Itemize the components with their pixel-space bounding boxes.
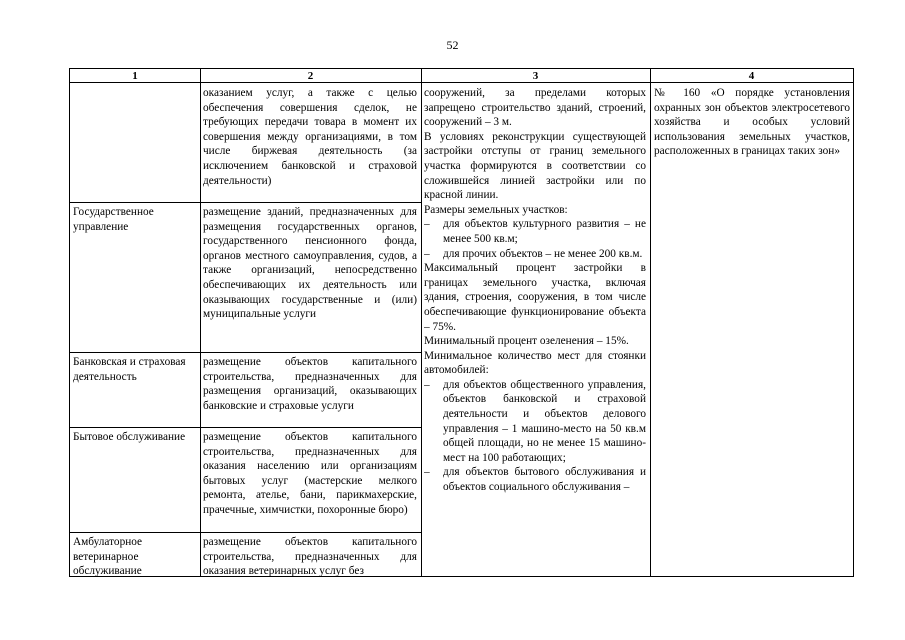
header-col-3: 3: [421, 69, 650, 83]
activity-description-continued: оказанием услуг, а также с целью обеспечения совершения сделок, не требующих передачи товара в момент их совершения между организациями, в том числе биржевая деятельность (за исключением банковской и страховой деятельности): [203, 87, 417, 187]
column-divider: [200, 69, 201, 576]
setback-text: сооружений, за пределами которых запрещено строительство зданий, строений, сооружений – 3 м.: [424, 87, 646, 129]
activity-name: Банковская и страховая деятельность: [73, 356, 186, 383]
parking-heading: Минимальное количество мест для стоянки автомобилей:: [424, 349, 646, 377]
header-col-1: 1: [70, 69, 200, 83]
dash-marker: –: [424, 466, 430, 479]
regulations-table: [69, 68, 854, 577]
parking-text: для объектов бытового обслуживания и объектов социального обслуживания –: [443, 466, 646, 494]
activity-name: Государственное управление: [73, 206, 154, 233]
activity-description: размещение объектов капитального строительства, предназначенных для оказания ветеринарных услуг без: [203, 536, 417, 577]
row-divider: [70, 427, 421, 428]
max-coverage-text: Максимальный процент застройки в границах земельного участка, включая здания, строения, сооружения, в том числе обеспечивающие функционирование объекта – 75%.: [424, 262, 646, 333]
row-divider: [70, 202, 421, 203]
dash-marker: –: [424, 247, 430, 260]
parking-text: для объектов общественного управления, объектов банковской и страховой деятельности и объектов делового управления – 1 машино-место на 50 кв.м общей площади, но не менее 15 машино-мест на 100 работающих;: [443, 378, 646, 464]
header-col-2: 2: [200, 69, 421, 83]
plot-size-text: для объектов культурного развития – не менее 500 кв.м;: [443, 218, 646, 245]
plot-size-item: [424, 247, 646, 262]
plot-sizes-heading: Размеры земельных участков:: [424, 203, 568, 216]
row-divider: [70, 352, 421, 353]
dash-marker: –: [424, 378, 430, 391]
activity-name: Амбулаторное ветеринарное обслуживание: [73, 536, 143, 577]
activity-description: размещение зданий, предназначенных для размещения государственных органов, государственного пенсионного фонда, органов местного самоуправления, судов, а также организаций, непосредственно обеспечивающих их деятельность или оказывающих государственные и (или) муниципальные услуги: [203, 206, 417, 321]
column-divider: [650, 69, 651, 576]
activity-description: размещение объектов капитального строительства, предназначенных для оказания населению или организациям бытовых услуг (мастерские мелкого ремонта, ателье, бани, парикмахерские, прачечные, химчистки, похоронные бюро): [203, 431, 417, 516]
header-col-4: 4: [650, 69, 853, 83]
plot-size-text: для прочих объектов – не менее 200 кв.м.: [443, 247, 643, 260]
parameters-cell: [424, 86, 646, 576]
min-greenery-text: Минимальный процент озеленения – 15%.: [424, 335, 629, 348]
row-divider: [70, 532, 421, 533]
parking-item: [424, 465, 646, 494]
activity-description: размещение объектов капитального строительства, предназначенных для размещения организаций, оказывающих банковские и страховые услуги: [203, 356, 417, 412]
restrictions-cell: № 160 «О порядке установления охранных зон объектов электросетевого хозяйства и особых условий использования земельных участков, расположенных в границах таких зон»: [654, 87, 850, 158]
page-number: 52: [446, 38, 459, 52]
parking-item: [424, 378, 646, 466]
activity-name: Бытовое обслуживание: [73, 431, 186, 443]
column-divider: [421, 69, 422, 576]
plot-size-item: [424, 217, 646, 246]
reconstruction-text: В условиях реконструкции существующей застройки отступы от границ земельного участка формируются в соответствии со сложившейся линией застройки или по красной линии.: [424, 130, 646, 202]
dash-marker: –: [424, 218, 430, 231]
